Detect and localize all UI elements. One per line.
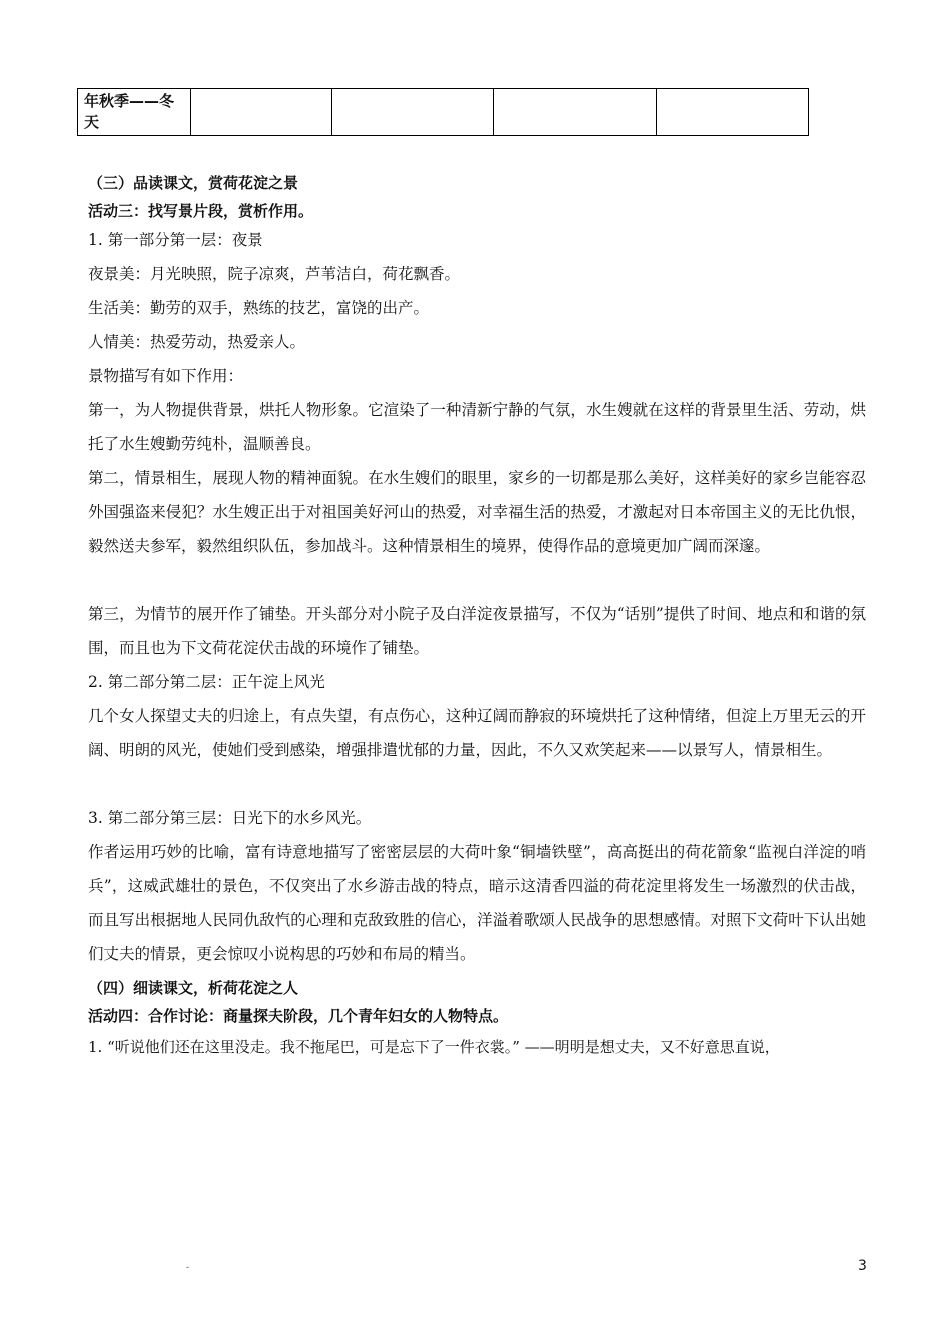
paragraph: 第二，情景相生，展现人物的精神面貌。在水生嫂们的眼里，家乡的一切都是那么美好，这样美好的家乡岂能容忍外国强盗来侵犯？水生嫂正出于对祖国美好河山的热爱，对幸福生活的热爱，才激起对日本帝国主义的无比仇恨，毅然送夫参军，毅然组织队伍，参加战斗。这种情景相生的境界，使得作品的意境更加广阔而深邃。 bbox=[88, 469, 866, 555]
paragraph: 第一，为人物提供背景，烘托人物形象。它渲染了一种清新宁静的气氛，水生嫂就在这样的背景里生活、劳动，烘托了水生嫂勤劳纯朴，温顺善良。 bbox=[88, 401, 866, 453]
table-row-header: 年秋季——冬天 bbox=[78, 89, 191, 136]
table-cell bbox=[191, 89, 332, 136]
section-4-heading: （四）细读课文，析荷花淀之人 bbox=[88, 979, 299, 997]
paragraph: 2. 第二部分第二层：正午淀上风光 bbox=[88, 673, 325, 691]
paragraph: 几个女人探望丈夫的归途上，有点失望，有点伤心，这种辽阔而静寂的环境烘托了这种情绪，但淀上万里无云的开阔、明朗的风光，使她们受到感染，增强排遣忧郁的力量，因此，不久又欢笑起来——以景写人，情景相生。 bbox=[88, 707, 866, 759]
activity-table bbox=[77, 88, 809, 136]
section-3-activity: 活动三：找写景片段，赏析作用。 bbox=[88, 202, 314, 220]
paragraph: 1. “听说他们还在这里没走。我不拖尾巴，可是忘下了一件衣裳。” ——明明是想丈夫，又不好意思直说， bbox=[88, 1038, 780, 1056]
paragraph: 第三，为情节的展开作了铺垫。开头部分对小院子及白洋淀夜景描写，不仅为“话别”提供了时间、地点和和谐的氛围，而且也为下文荷花淀伏击战的环境作了铺垫。 bbox=[88, 605, 866, 657]
paragraph: 景物描写有如下作用： bbox=[88, 367, 244, 385]
paragraph: 3. 第二部分第三层：日光下的水乡风光。 bbox=[88, 809, 372, 827]
paragraph: 人情美：热爱劳动，热爱亲人。 bbox=[88, 333, 306, 351]
footer-mark: - bbox=[186, 1263, 190, 1273]
table-cell bbox=[332, 89, 494, 136]
paragraph: 夜景美：月光映照，院子凉爽，芦苇洁白，荷花飘香。 bbox=[88, 265, 461, 283]
paragraph: 生活美：勤劳的双手，熟练的技艺，富饶的出产。 bbox=[88, 299, 430, 317]
paragraph: 1. 第一部分第一层：夜景 bbox=[88, 231, 263, 249]
section-4-activity: 活动四：合作讨论：商量探夫阶段，几个青年妇女的人物特点。 bbox=[88, 1007, 509, 1025]
paragraph: 作者运用巧妙的比喻，富有诗意地描写了密密层层的大荷叶象“铜墙铁壁”，高高挺出的荷花箭象“监视白洋淀的哨兵”，这威武雄壮的景色，不仅突出了水乡游击战的特点，暗示这清香四溢的荷花淀里将发生一场激烈的伏击战，而且写出根据地人民同仇敌忾的心理和克敌致胜的信心，洋溢着歌颂人民战争的思想感情。对照下文荷叶下认出她们丈夫的情景，更会惊叹小说构思的巧妙和布局的精当。 bbox=[88, 843, 866, 963]
table-cell bbox=[657, 89, 809, 136]
table-cell bbox=[494, 89, 657, 136]
section-3-heading: （三）品读课文，赏荷花淀之景 bbox=[88, 174, 299, 192]
table-row bbox=[78, 89, 809, 136]
page-number: 3 bbox=[858, 1258, 867, 1274]
